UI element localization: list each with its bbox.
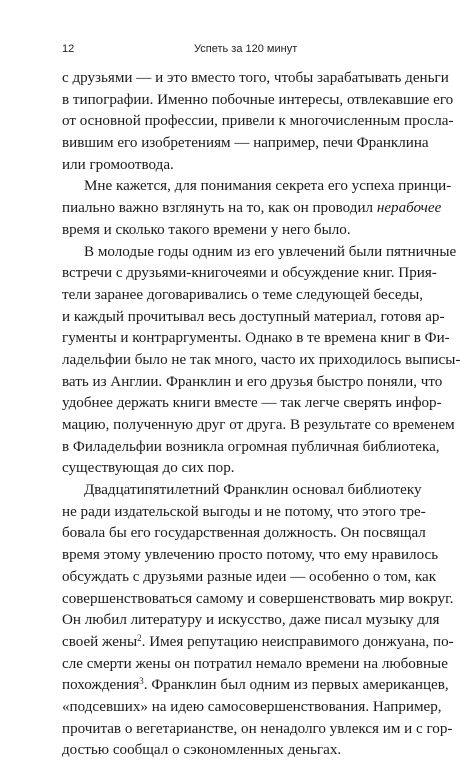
text-fragment: своей жены [62, 633, 138, 650]
text-line: не ради издательской выгоды и не потому, что этого тре- [62, 503, 426, 520]
page-number: 12 [62, 43, 75, 55]
text-fragment: похождения [62, 677, 140, 694]
text-line: встречи с друзьями-книгочеями и обсуждение книг. Прия- [62, 265, 437, 282]
text-line: или громоотвода. [62, 156, 174, 173]
book-title: Успеть за 120 минут [194, 43, 298, 55]
text-line: обсуждать с друзьями разные идеи — особенно о том, как [62, 568, 437, 585]
footnote-ref[interactable]: 2 [137, 632, 142, 643]
text-line: прочитав о вегетарианстве, он ненадолго увлекся им и с гор- [62, 720, 453, 737]
text-line: Он любил литературу и искусство, даже писал музыку для [62, 612, 440, 629]
text-line: время и сколько такого времени у него было. [62, 221, 351, 238]
text-line: и каждый прочитывал весь доступный материал, готовя ар- [62, 308, 445, 325]
text-line [62, 632, 454, 654]
text-line: сле смерти жены он потратил немало времени на любовные [62, 655, 448, 672]
text-line: время этому увлечению просто потому, что ему нравилось [62, 547, 439, 564]
running-head [62, 43, 412, 59]
emphasis: нерабочее [376, 200, 442, 217]
text-line [62, 675, 449, 697]
text-line: достью сообщал о сэкономленных деньгах. [62, 742, 342, 759]
text-line: гументы и контраргументы. Однако в те времена книг в Фи- [62, 330, 450, 347]
text-line: существующая до сих пор. [62, 460, 235, 477]
text-line: совершенствоваться самому и совершенствовать мир вокруг. [62, 590, 454, 607]
text-fragment: пиально важно взглянуть на то, как он проводил [62, 200, 377, 217]
text-line: от основной профессии, привели к многочисленным просла- [62, 113, 454, 130]
text-line: удобнее держать книги вместе — так легче сверять инфор- [62, 395, 442, 412]
text-line: ладельфии было не так много, часто их приходилось выписы- [62, 351, 461, 368]
text-line: в типографии. Именно побочные интересы, отвлекавшие его [62, 91, 454, 108]
text-line: «подсевших» на идею самосовершенствования. Например, [62, 698, 442, 715]
text-line: вать из Англии. Франклин и его друзья быстро поняли, что [62, 373, 443, 390]
text-line: Двадцатипятилетний Франклин основал библиотеку [84, 482, 422, 499]
text-line: тели заранее договаривались о теме следующей беседы, [62, 286, 423, 303]
text-line: Мне кажется, для понимания секрета его успеха принци- [84, 178, 452, 195]
text-line: в Филадельфии возникла огромная публичная библиотека, [62, 438, 440, 455]
text-line: с друзьями — и это вместо того, чтобы зарабатывать деньги [62, 70, 449, 86]
text-line: мацию, полученную друг от друга. В результате со временем [62, 417, 455, 433]
text-line: бовала бы его государственная должность. Он посвящал [62, 525, 426, 542]
text-line [62, 198, 442, 220]
text-fragment: . Франклин был одним из первых американцев, [143, 677, 449, 694]
text-fragment: . Имея репутацию неисправимого донжуана, по- [141, 633, 454, 650]
footnote-ref[interactable]: 3 [139, 676, 144, 687]
text-line: вившим его изобретениям — например, печи Франклина [62, 135, 429, 152]
body-text [62, 68, 461, 762]
text-line: В молодые годы одним из его увлечений были пятничные [84, 243, 457, 260]
